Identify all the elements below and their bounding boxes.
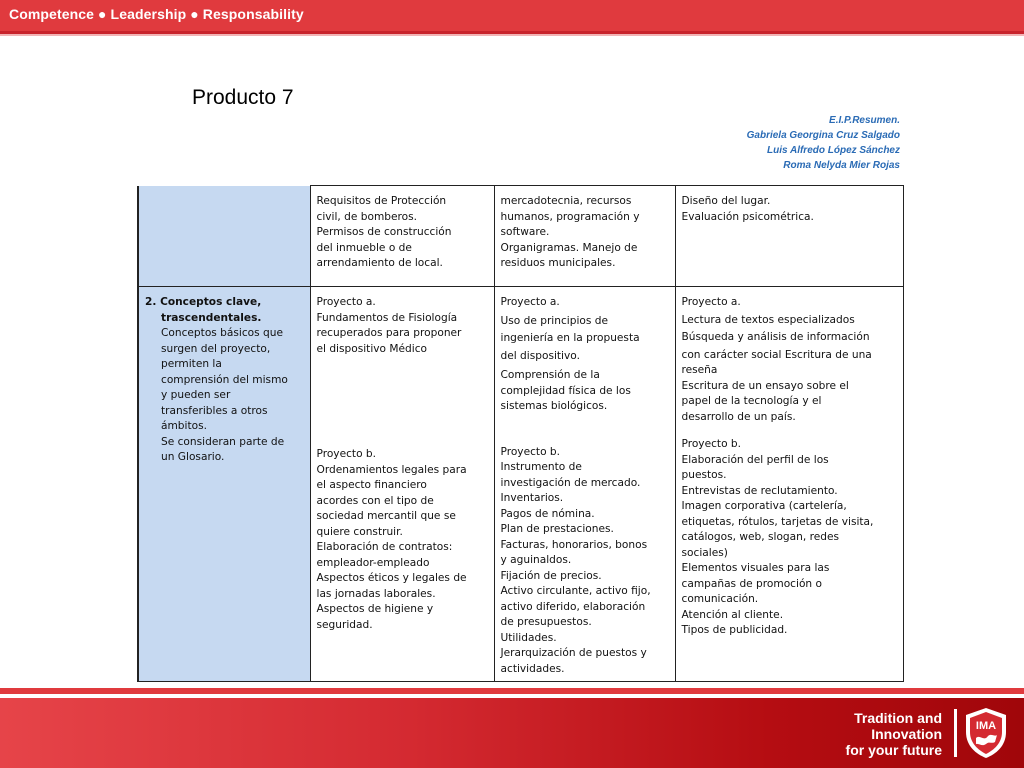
cell-line: y pueden ser <box>161 389 231 401</box>
content-table <box>137 185 904 682</box>
author-line: Roma Nelyda Mier Rojas <box>783 160 900 171</box>
cell-line: sociales) <box>681 546 728 559</box>
cell-line: Requisitos de Protección <box>316 195 447 207</box>
author-block <box>600 113 900 173</box>
spacer <box>501 415 669 445</box>
footer-stripe <box>0 688 1024 694</box>
motto-line: Innovation <box>871 726 942 742</box>
project-title: Proyecto b. <box>681 438 742 450</box>
cell-line: puestos. <box>681 469 727 481</box>
cell-line: Aspectos de higiene y <box>316 603 434 615</box>
cell-line: humanos, programación y <box>500 210 640 223</box>
cell-line: Se consideran parte de <box>161 435 285 448</box>
cell-line: quiere construir. <box>316 525 403 538</box>
cell-line: comprensión del mismo <box>161 373 288 386</box>
cell-line: etiquetas, rótulos, tarjetas de visita, <box>681 515 874 528</box>
table-cell <box>494 287 675 682</box>
cell-line: seguridad. <box>316 618 373 631</box>
shield-crest-icon <box>962 706 1010 760</box>
cell-line: Activo circulante, activo fijo, <box>500 585 651 597</box>
cell-line: del dispositivo. <box>500 349 580 362</box>
cell-line: transferibles a otros <box>161 404 268 417</box>
cell-line: activo diferido, elaboración <box>500 600 646 613</box>
table-row <box>138 186 903 287</box>
cell-line: empleador-empleado <box>316 556 430 569</box>
spacer <box>317 357 488 447</box>
cell-line: mercadotecnia, recursos <box>500 195 632 207</box>
cell-line: Permisos de construcción <box>316 226 452 238</box>
cell-line: ámbitos. <box>161 420 208 432</box>
cell-line: Elaboración de contratos: <box>316 541 453 553</box>
cell-line: surgen del proyecto, <box>161 342 271 355</box>
lead-heading: 2. Conceptos clave, <box>145 296 262 308</box>
cell-line: catálogos, web, slogan, redes <box>681 531 839 543</box>
motto-line: for your future <box>845 742 942 758</box>
footer-bar <box>0 698 1024 768</box>
cell-line: Conceptos básicos que <box>161 327 284 339</box>
footer-motto <box>846 710 942 758</box>
cell-line: Facturas, honorarios, bonos <box>500 538 648 551</box>
project-title: Proyecto a. <box>681 296 741 308</box>
slide-title: Producto 7 <box>192 86 294 109</box>
cell-line: civil, de bomberos. <box>316 210 418 223</box>
table-cell-lead <box>138 287 310 682</box>
cell-line: investigación de mercado. <box>500 476 641 489</box>
cell-line: complejidad física de los <box>500 384 631 397</box>
project-title: Proyecto b. <box>500 445 561 458</box>
project-title: Proyecto b. <box>316 448 377 460</box>
header-bar <box>0 0 1024 34</box>
cell-line: Imagen corporativa (cartelería, <box>681 500 847 512</box>
cell-line: con carácter social Escritura de una <box>681 348 872 361</box>
cell-line: arrendamiento de local. <box>316 257 443 269</box>
cell-line: Atención al cliente. <box>681 608 784 621</box>
cell-line: acordes con el tipo de <box>316 494 434 507</box>
cell-line: Plan de prestaciones. <box>500 523 614 535</box>
cell-line: un Glosario. <box>161 451 225 463</box>
cell-line: actividades. <box>500 662 565 675</box>
cell-line: ingeniería en la propuesta <box>500 332 640 344</box>
cell-line: reseña <box>681 364 718 376</box>
logo-text: IMA <box>975 720 997 732</box>
project-title: Proyecto a. <box>316 296 376 308</box>
cell-line: Tipos de publicidad. <box>681 624 788 636</box>
table-cell <box>310 186 494 287</box>
cell-line: permiten la <box>161 358 222 370</box>
cell-line: de presupuestos. <box>500 616 592 628</box>
cell-line: Fundamentos de Fisiología <box>316 311 458 324</box>
cell-line: desarrollo de un país. <box>681 410 796 423</box>
cell-line: Comprensión de la <box>500 369 600 381</box>
project-title: Proyecto a. <box>500 296 560 308</box>
cell-line: el dispositivo Médico <box>316 342 428 355</box>
cell-line: residuos municipales. <box>500 257 616 269</box>
cell-line: sociedad mercantil que se <box>316 510 456 522</box>
author-line: Gabriela Georgina Cruz Salgado <box>746 130 900 141</box>
cell-line: comunicación. <box>681 593 759 605</box>
cell-line: Fijación de precios. <box>500 569 602 582</box>
cell-line: Evaluación psicométrica. <box>681 210 814 223</box>
table-cell <box>494 186 675 287</box>
cell-line: Utilidades. <box>500 631 557 644</box>
cell-line: Aspectos éticos y legales de <box>316 572 467 584</box>
spacer <box>682 425 897 437</box>
cell-line: las jornadas laborales. <box>316 587 436 600</box>
cell-line: software. <box>500 226 550 238</box>
lead-heading: trascendentales. <box>161 311 262 324</box>
cell-line: Ordenamientos legales para <box>316 463 467 476</box>
cell-line: Uso de principios de <box>500 314 609 327</box>
header-tagline: Competence ● Leadership ● Responsability <box>9 6 304 22</box>
author-line: E.I.P.Resumen. <box>829 115 900 126</box>
cell-line: el aspecto financiero <box>316 479 427 491</box>
cell-line: Organigramas. Manejo de <box>500 241 638 254</box>
cell-line: Lectura de textos especializados <box>681 313 855 326</box>
cell-line: Búsqueda y análisis de información <box>681 331 870 343</box>
motto-line: Tradition and <box>854 710 942 726</box>
cell-line: papel de la tecnología y el <box>681 395 822 407</box>
cell-line: Escritura de un ensayo sobre el <box>681 379 849 392</box>
table-cell <box>310 287 494 682</box>
cell-line: Inventarios. <box>500 492 564 504</box>
table-row <box>138 287 903 682</box>
table-cell-lead <box>138 186 310 287</box>
cell-line: Elementos visuales para las <box>681 562 830 574</box>
footer-divider <box>954 709 957 757</box>
cell-line: y aguinaldos. <box>500 554 572 566</box>
cell-line: Instrumento de <box>500 461 582 473</box>
cell-line: Pagos de nómina. <box>500 507 595 520</box>
cell-line: Elaboración del perfil de los <box>681 453 829 466</box>
cell-line: recuperados para proponer <box>316 327 462 339</box>
author-line: Luis Alfredo López Sánchez <box>767 145 900 156</box>
cell-line: campañas de promoción o <box>681 577 822 590</box>
table-cell <box>675 186 903 287</box>
cell-line: Diseño del lugar. <box>681 195 771 207</box>
cell-line: sistemas biológicos. <box>500 400 608 412</box>
table-cell <box>675 287 903 682</box>
cell-line: Entrevistas de reclutamiento. <box>681 484 838 497</box>
cell-line: Jerarquización de puestos y <box>500 647 647 659</box>
cell-line: del inmueble o de <box>316 241 412 254</box>
